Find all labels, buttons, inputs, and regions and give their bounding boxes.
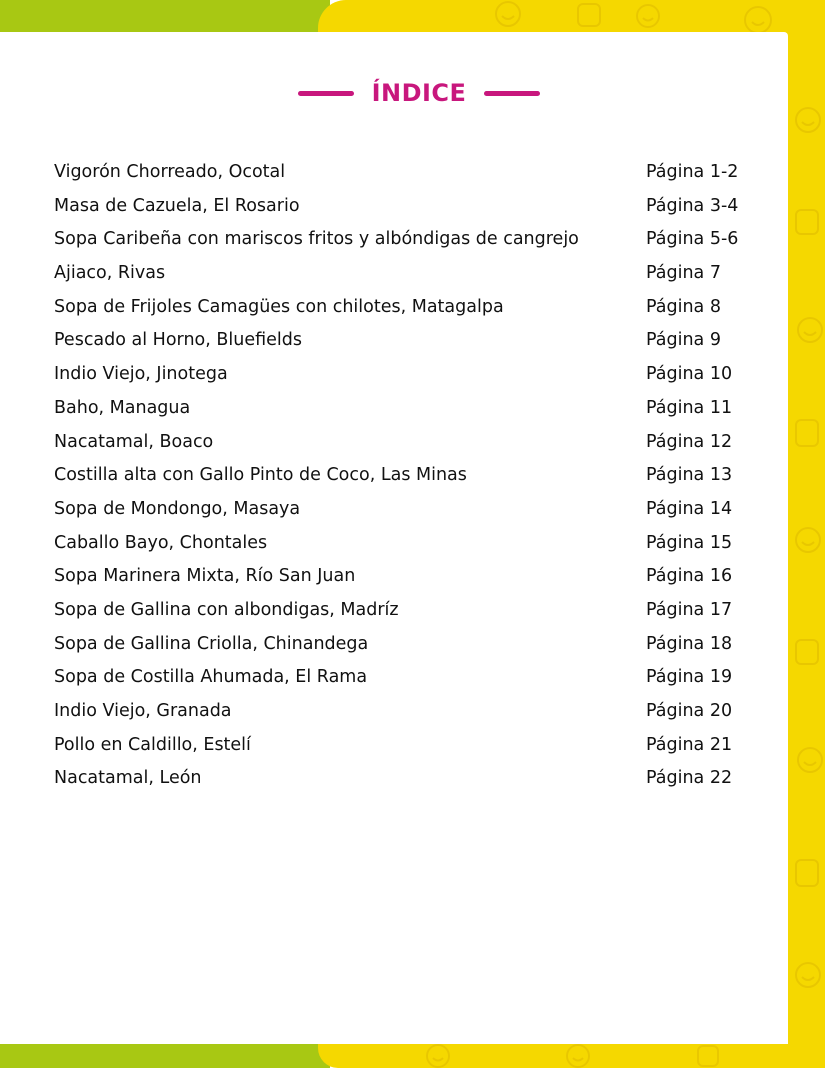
page-title: ÍNDICE (371, 79, 467, 107)
toc-entry-title: Masa de Cazuela, El Rosario (54, 195, 300, 216)
toc-entry-page: Página 1-2 (646, 162, 739, 182)
toc-entry-title: Ajiaco, Rivas (54, 263, 166, 284)
toc-entry (54, 259, 754, 293)
toc-entry (54, 158, 754, 192)
toc-entry (54, 225, 754, 259)
toc-entry (54, 326, 754, 360)
toc-entry (54, 394, 754, 428)
toc-entry-title: Sopa de Frijoles Camagües con chilotes, Matagalpa (54, 296, 504, 317)
toc-entry (54, 764, 754, 798)
toc-entry-title: Indio Viejo, Granada (54, 701, 232, 721)
toc-entry (54, 293, 754, 327)
toc-entry (54, 428, 754, 462)
toc-entry (54, 495, 754, 529)
green-top-band (0, 0, 330, 32)
toc-entry-page: Página 22 (646, 768, 733, 789)
toc-entry-page: Página 18 (646, 633, 733, 654)
toc-entry-page: Página 12 (646, 431, 733, 452)
toc-entry (54, 596, 754, 630)
toc-entry-page: Página 11 (646, 397, 733, 418)
toc-entry-title: Baho, Managua (54, 397, 191, 418)
green-bottom-band (0, 1044, 330, 1068)
toc-entry-page: Página 21 (646, 734, 733, 755)
toc-entry (54, 360, 754, 394)
toc-entry (54, 731, 754, 765)
toc-entry (54, 461, 754, 495)
toc-entry-page: Página 14 (646, 498, 733, 519)
toc-entry (54, 192, 754, 226)
toc-entry-page: Página 5-6 (646, 229, 739, 250)
toc-entry-page: Página 19 (646, 667, 733, 688)
toc-entry-title: Nacatamal, León (54, 768, 202, 789)
toc-entry (54, 562, 754, 596)
toc-entry-page: Página 16 (646, 566, 733, 587)
toc-entry-page: Página 8 (646, 296, 721, 317)
toc-entry-title: Sopa Marinera Mixta, Río San Juan (54, 566, 356, 587)
toc-entry-title: Vigorón Chorreado, Ocotal (54, 162, 286, 182)
title-left-dash (298, 91, 354, 96)
toc-entry-title: Sopa de Mondongo, Masaya (54, 498, 301, 519)
toc-entry-title: Nacatamal, Boaco (54, 431, 214, 452)
yellow-right-band (785, 0, 825, 1068)
toc-entry-title: Costilla alta con Gallo Pinto de Coco, Las Minas (54, 465, 467, 486)
toc-entry-page: Página 17 (646, 599, 733, 620)
title-right-dash (484, 91, 540, 96)
toc-entry-page: Página 15 (646, 532, 733, 553)
table-of-contents (54, 158, 754, 798)
toc-entry-title: Sopa de Gallina con albondigas, Madríz (54, 599, 399, 620)
toc-entry (54, 663, 754, 697)
toc-entry (54, 529, 754, 563)
toc-entry-page: Página 20 (646, 701, 733, 721)
toc-entry-page: Página 3-4 (646, 195, 739, 216)
toc-entry (54, 630, 754, 664)
toc-entry-title: Indio Viejo, Jinotega (54, 364, 228, 385)
toc-entry-page: Página 9 (646, 330, 721, 351)
toc-entry-title: Pescado al Horno, Bluefields (54, 330, 302, 351)
toc-entry-page: Página 7 (646, 263, 721, 284)
toc-entry-title: Sopa de Gallina Criolla, Chinandega (54, 633, 369, 654)
toc-entry-title: Sopa Caribeña con mariscos fritos y albóndigas de cangrejo (54, 229, 579, 250)
toc-entry-title: Caballo Bayo, Chontales (54, 532, 268, 553)
title-block (0, 79, 825, 107)
toc-entry-title: Sopa de Costilla Ahumada, El Rama (54, 667, 368, 688)
toc-entry (54, 697, 754, 731)
toc-entry-title: Pollo en Caldillo, Estelí (54, 734, 251, 755)
yellow-bottom-band (318, 1044, 825, 1068)
toc-entry-page: Página 13 (646, 465, 733, 486)
toc-entry-page: Página 10 (646, 364, 733, 385)
